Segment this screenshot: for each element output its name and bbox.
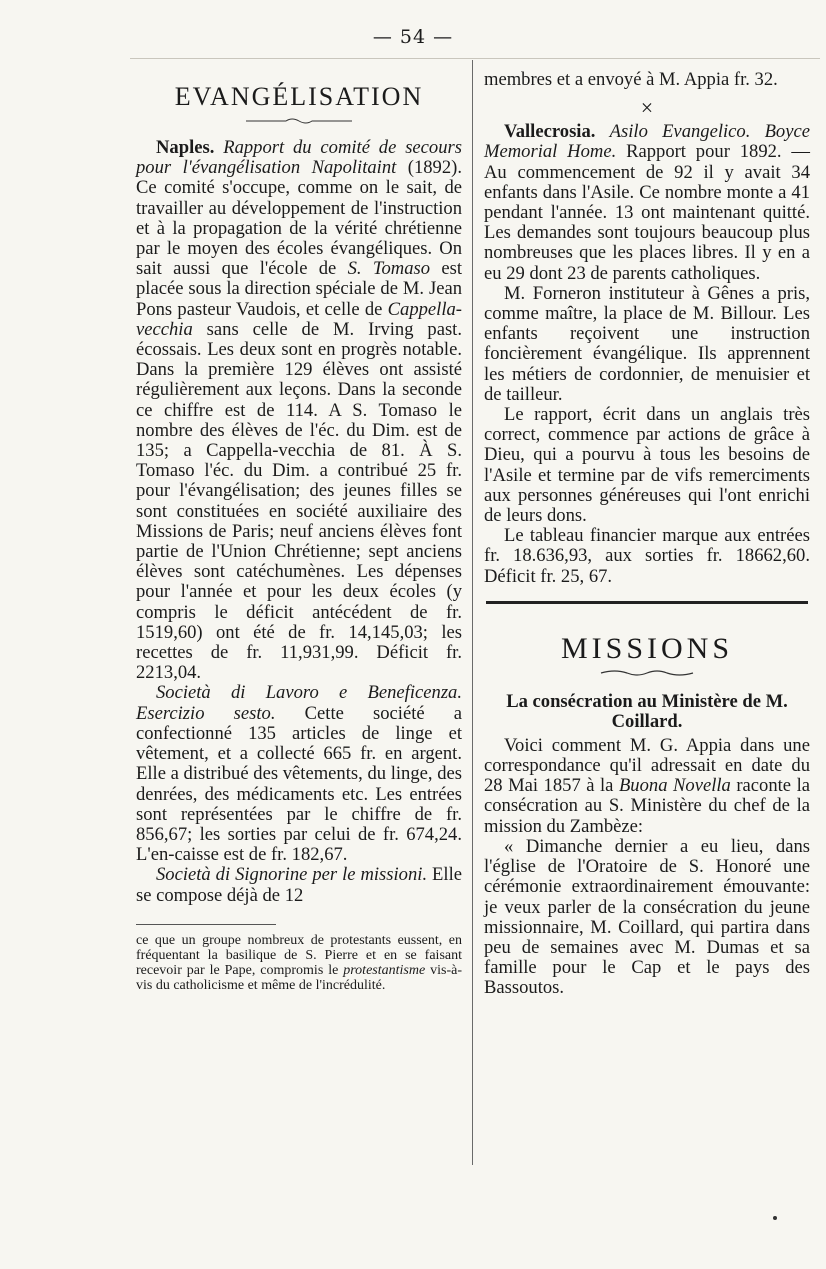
vallecrosia-paragraph-4: Le tableau financier marque aux entrées fr. 18.636,93, aux sorties fr. 18662,60. Déficit fr. 25, 67.: [484, 525, 810, 587]
missions-subhead: La consécration au Ministère de M. Coillard.: [506, 690, 788, 732]
missions-paragraph-1: [484, 736, 810, 837]
lavoro-title: Società di Lavoro e Beneficenza. Esercizio sesto.: [136, 682, 462, 724]
naples-school-2: Cappella-vecchia: [136, 298, 462, 340]
lavoro-paragraph: [136, 683, 462, 865]
vallecrosia-paragraph: [484, 122, 810, 284]
missions-p1-b: raconte la consécration au S. Ministère du chef de la mission du Zambèze:: [484, 775, 810, 837]
naples-paragraph: [136, 138, 462, 683]
footnote-text-1: ce que un groupe nombreux de protestants eussent, en fréquentant la basilique de S. Pierre et en se faisant recevoir par le Pape, compromis le: [136, 932, 462, 978]
naples-school-1: S. Tomaso: [347, 258, 431, 280]
footnote-text-2: vis-à-vis du catholicisme et même de l'incrédulité.: [136, 962, 462, 993]
lavoro-body: Cette société a confectionné 135 articles de linge et vêtement, et a collecté 665 fr. en argent. Elle a distribué des vêtements, du linge, des denrées, des médicaments etc. Les entrées sont représentées par le chiffre de fr. 856,67; les sorties par celui de fr. 674,24. L'en-caisse est de fr. 182,67.: [136, 702, 462, 866]
cross-separator: ×: [640, 95, 654, 121]
signorine-paragraph: [136, 865, 462, 905]
vallecrosia-body: Rapport pour 1892. — Au commencement de 92 il y avait 34 enfants dans l'Asile. Ce nombre monte a 41 pendant l'année. 13 ont maintenant quitté. Les demandes sont toujours beaucoup plus nombreuses que les places libres. Il y en a eu 29 dont 23 de parents catholiques.: [484, 141, 810, 284]
column-divider: [472, 60, 473, 1165]
continuation-text: membres et a envoyé à M. Appia fr. 32.: [484, 69, 778, 90]
vallecrosia-lead: Vallecrosia.: [504, 121, 596, 143]
naples-lead: Naples.: [156, 137, 215, 158]
left-column: [136, 70, 462, 993]
vallecrosia-title: Asilo Evangelico. Boyce Memorial Home.: [484, 121, 810, 163]
naples-body-1: (1892). Ce comité s'occupe, comme on le sait, de travailler au développement de l'instruction et à la propagation de la vérité chrétienne par le moyen des écoles évangéliques. On sait aussi que l'école de: [136, 157, 462, 280]
flourish-ornament: [597, 668, 697, 678]
section-title-evangelisation: EVANGÉLISATION: [174, 82, 424, 111]
footnote: [136, 933, 462, 993]
vallecrosia-paragraph-2: M. Forneron instituteur à Gênes a pris, comme maître, la place de M. Billour. Les enfants reçoivent une instruction foncièrement évangélique. Ils apprennent les métiers de cordonnier, de menuisier et de tailleur.: [484, 282, 810, 405]
vallecrosia-paragraph-3: Le rapport, écrit dans un anglais très correct, commence par actions de grâce à Dieu, qui a pourvu à tous les besoins de l'Asile et termine par de vifs remerciments aux personnes généreuses qui l'ont enrichi de leurs dons.: [484, 404, 810, 527]
ink-dot: [773, 1216, 777, 1220]
right-column: [484, 70, 810, 999]
section-divider: [486, 601, 808, 604]
footnote-italic: protestantisme: [343, 962, 426, 978]
footnote-rule: [136, 924, 276, 925]
missions-paragraph-2: « Dimanche dernier a eu lieu, dans l'église de l'Oratoire de S. Honoré une cérémonie extraordinairement émouvante: je veux parler de la consécration du jeune missionnaire, M. Coillard, qui partira dans peu de semaines avec M. Dumas et sa famille pour le Cap et le pays des Bassoutos.: [484, 835, 810, 999]
flourish-ornament: [244, 116, 354, 124]
top-rule: [130, 58, 820, 59]
missions-p1-a: Voici comment M. G. Appia dans une correspondance qu'il adressait en date du 28 Mai 1857 à la: [484, 734, 810, 797]
signorine-title: Società di Signorine per le missioni.: [156, 864, 428, 886]
missions-p1-italic: Buona Novella: [618, 775, 731, 797]
page-number: — 54 —: [372, 26, 454, 48]
signorine-body: Elle se compose déjà de 12: [136, 864, 462, 906]
naples-body-3: sans celle de M. Irving past. écossais. Les deux sont en progrès notable. Dans la première 129 élèves ont assisté régulièrement aux leçons. Dans la seconde ce chiffre est de 114. A S. Tomaso le nombre des élèves de l'éc. du Dim. est de 135; a Cappella-vecchia de 81. À S. Tomaso l'éc. du Dim. a contribué 25 fr. pour l'évangélisation; des jeunes filles se sont constituées en société auxiliaire des Missions de Paris; neuf anciens élèves font partie de l'Union Chrétienne; sept anciens élèves sont catéchumènes. Les dépenses pour l'année et pour les deux écoles (y compris le déficit antécédent de fr. 1519,60) ont été de fr. 14,145,03; les recettes de fr. 11,931,99. Déficit fr. 2213,04.: [136, 318, 462, 684]
naples-body-2: est placée sous la direction spéciale de M. Jean Pons pasteur Vaudois, et celle de: [136, 258, 462, 320]
section-title-missions: MISSIONS: [560, 631, 734, 665]
naples-report-title: Rapport du comité de secours pour l'évangélisation Napolitaint: [136, 137, 462, 179]
